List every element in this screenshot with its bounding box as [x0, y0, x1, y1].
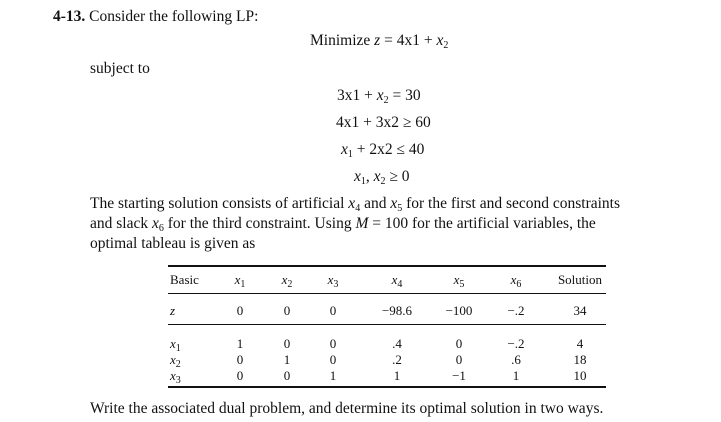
- table-header-cell: $x_6$: [510, 272, 522, 290]
- table-cell: $x_3$: [170, 368, 181, 386]
- table-z-rule: [168, 324, 606, 325]
- table-cell: 1: [512, 368, 520, 383]
- description-line: and slack $x_6$ for the third constraint. Using M = 100 for the artificial variables, the: [90, 215, 596, 234]
- table-header-cell: $x_3$: [327, 272, 339, 290]
- constraint-3: $x_1 + 2x2 \le 40$: [341, 141, 425, 160]
- table-cell: 0: [329, 336, 337, 351]
- table-cell: 1: [236, 336, 244, 351]
- table-cell: 0: [455, 352, 463, 367]
- objective-function: Minimize $z = 4x1 + x_2$: [310, 32, 449, 51]
- table-cell: 18: [573, 352, 587, 367]
- table-cell: 10: [573, 368, 587, 383]
- table-cell: 0: [283, 368, 291, 383]
- table-bottom-rule: [168, 386, 606, 388]
- table-header-rule: [168, 293, 606, 294]
- table-header-cell: $x_4$: [391, 272, 403, 290]
- table-cell: 0: [283, 303, 291, 318]
- table-cell: −100: [445, 303, 473, 318]
- table-cell: $x_1$: [170, 336, 181, 354]
- table-cell: z: [170, 303, 176, 318]
- table-cell: 0: [455, 336, 463, 351]
- table-cell: 0: [329, 352, 337, 367]
- description-line: optimal tableau is given as: [90, 235, 256, 252]
- table-header-cell: $x_1$: [234, 272, 246, 290]
- table-cell: 0: [236, 303, 244, 318]
- table-cell: 4: [576, 336, 584, 351]
- constraint-2: 4x1 + 3x2 ≥ 60: [336, 114, 431, 131]
- description-line: The starting solution consists of artificial $x_4$ and $x_5$ for the first and second constraints: [90, 195, 621, 214]
- constraint-1: $3x1 + x_2 = 30$: [337, 87, 421, 106]
- table-header-cell: Solution: [557, 272, 603, 287]
- table-cell: .2: [392, 352, 402, 367]
- table-cell: −.2: [507, 336, 525, 351]
- table-cell: 1: [393, 368, 401, 383]
- subject-to-label: subject to: [90, 60, 150, 77]
- nonnegativity-constraint: $x_1$, $x_2 \ge 0$: [354, 168, 410, 187]
- table-cell: .4: [392, 336, 402, 351]
- table-cell: −.2: [507, 303, 525, 318]
- table-top-rule: [168, 265, 606, 267]
- problem-heading: [53, 8, 258, 26]
- problem-number: 4-13.: [53, 8, 86, 25]
- table-cell: 0: [236, 352, 244, 367]
- problem-intro: Consider the following LP:: [89, 8, 259, 25]
- table-cell: $x_2$: [170, 352, 181, 370]
- table-cell: 0: [236, 368, 244, 383]
- table-cell: 1: [283, 352, 291, 367]
- table-cell: 0: [283, 336, 291, 351]
- table-cell: −1: [452, 368, 466, 383]
- table-cell: −98.6: [381, 303, 413, 318]
- task-instruction: Write the associated dual problem, and determine its optimal solution in two ways.: [90, 400, 604, 417]
- table-header-cell: $x_5$: [453, 272, 465, 290]
- table-cell: 0: [329, 303, 337, 318]
- table-cell: 34: [573, 303, 587, 318]
- problem-description: [90, 194, 680, 254]
- table-header-cell: Basic: [170, 272, 199, 287]
- table-cell: .6: [511, 352, 521, 367]
- table-cell: 1: [329, 368, 337, 383]
- table-header-cell: $x_2$: [281, 272, 293, 290]
